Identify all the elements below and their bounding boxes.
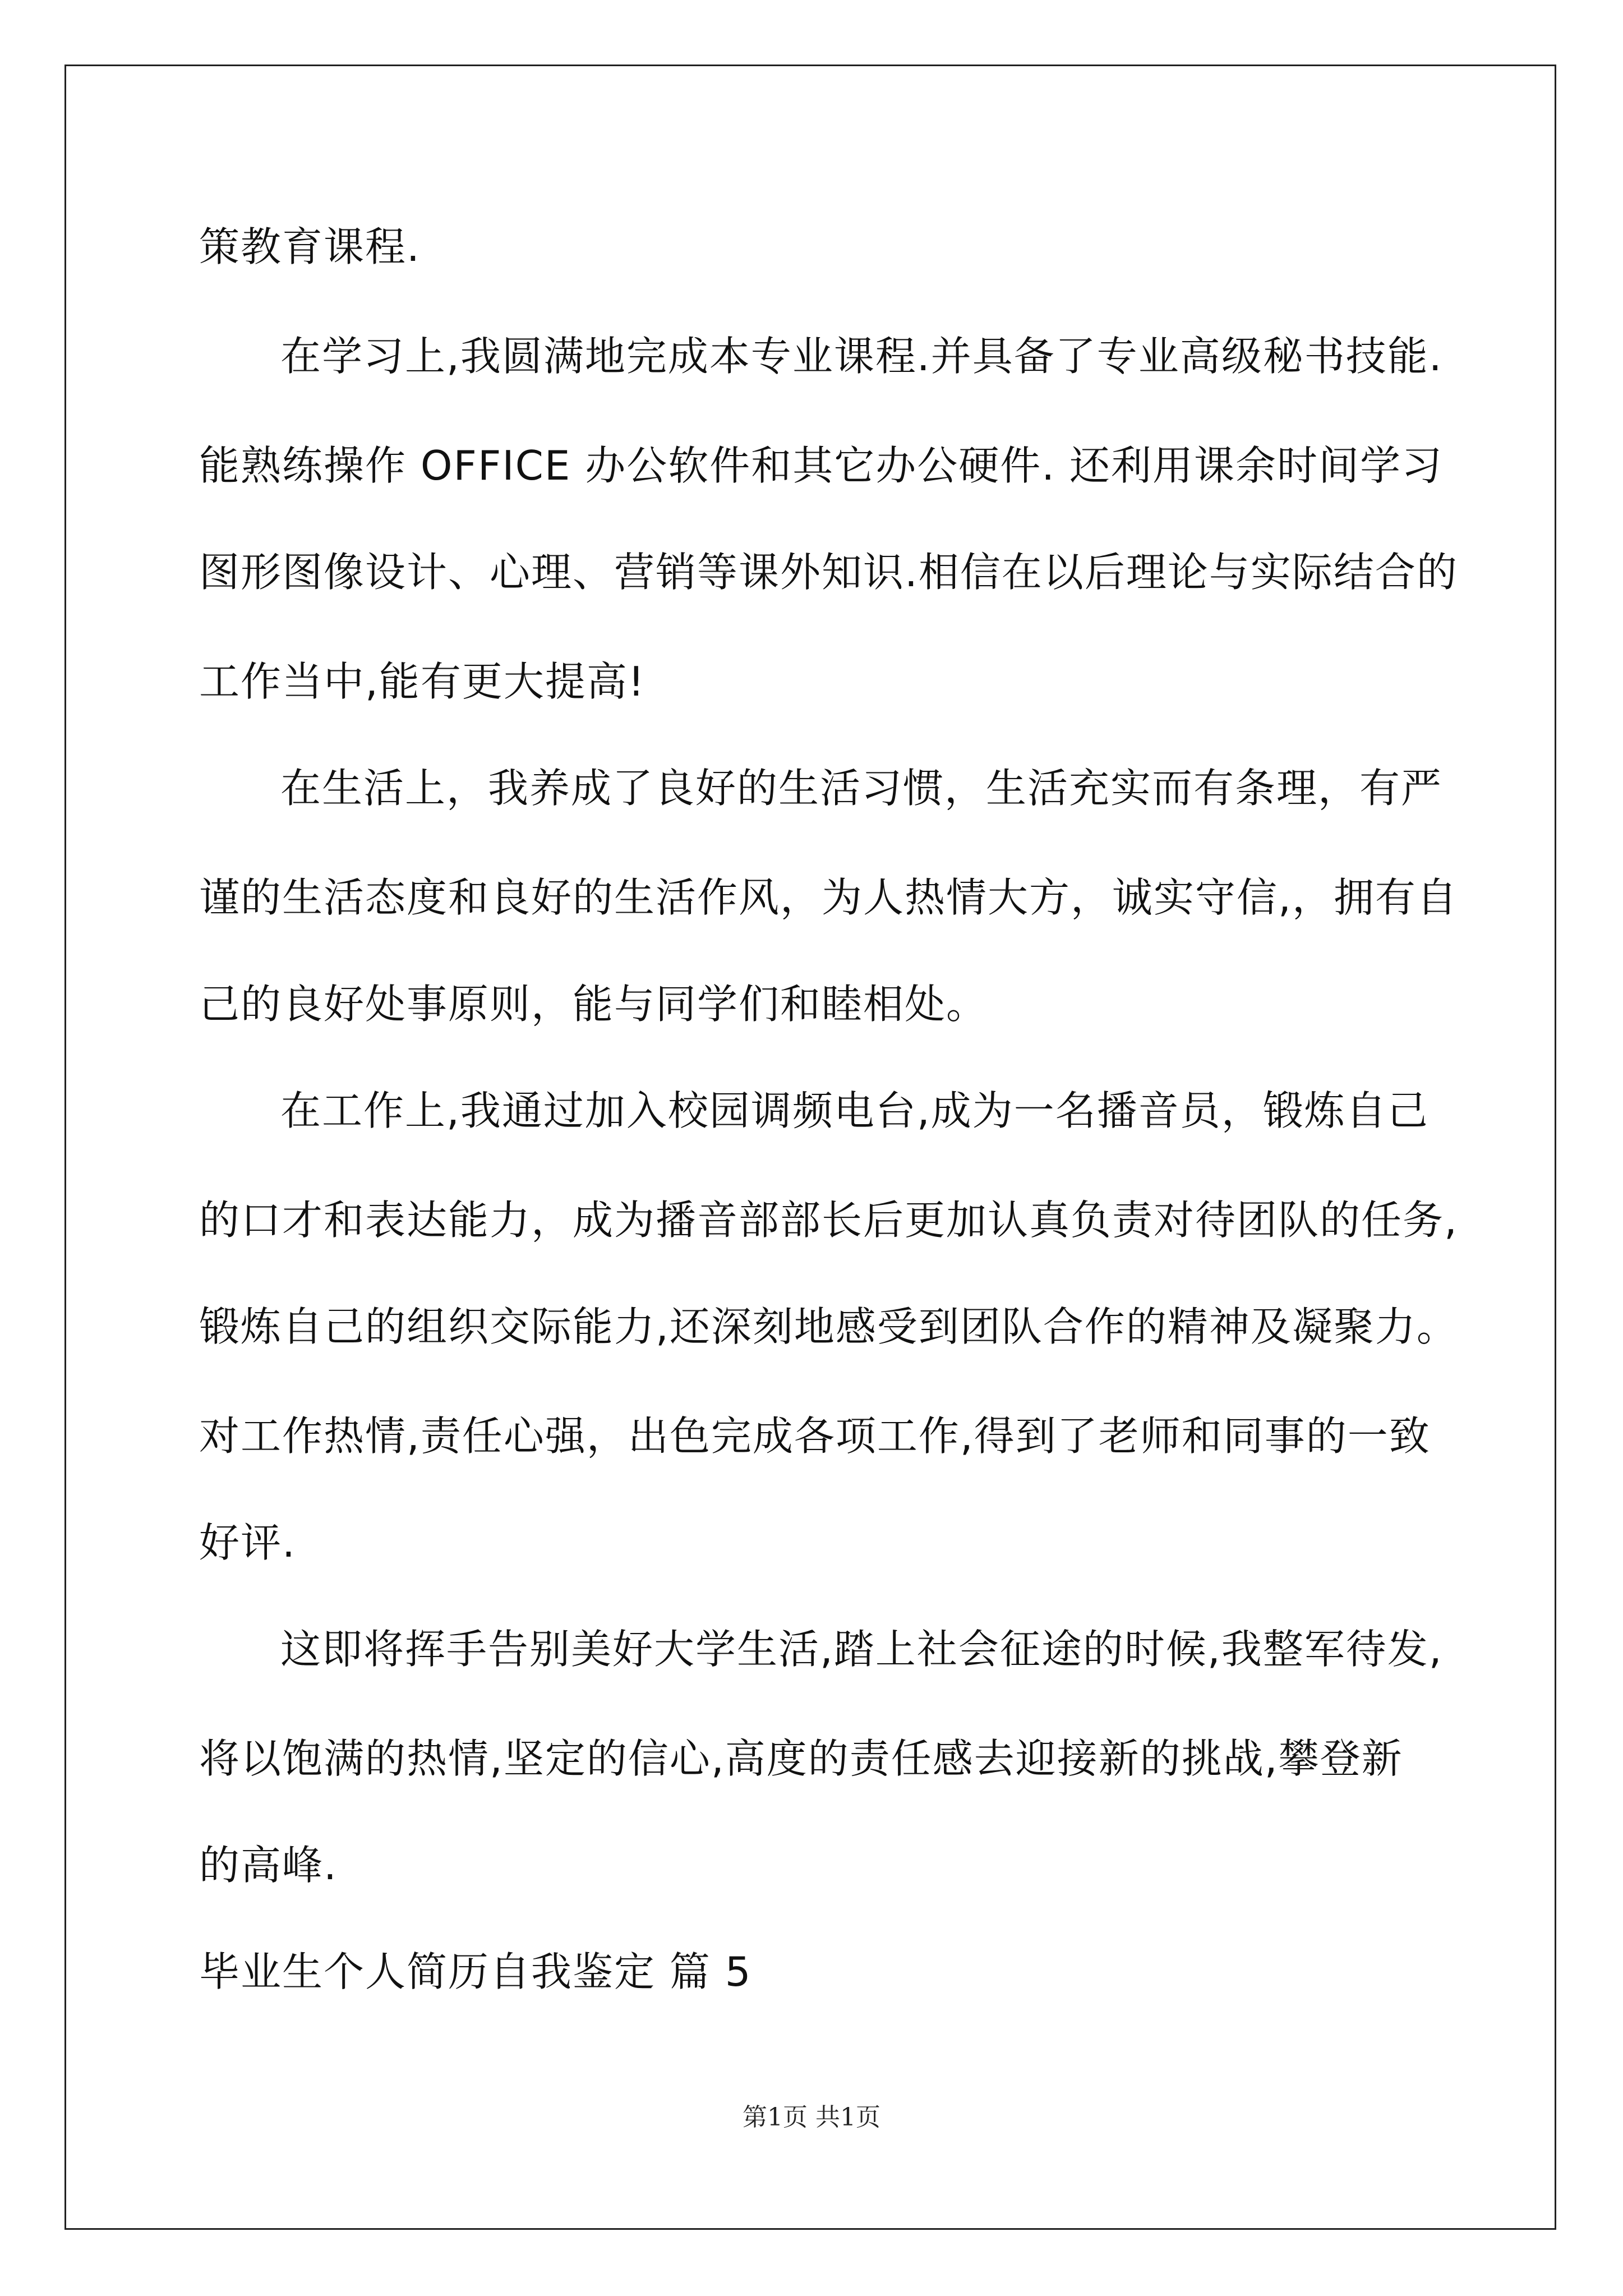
page-footer: 第1页 共1页 bbox=[743, 2103, 880, 2132]
paragraph-line: 对工作热情,责任心强，出色完成各项工作,得到了老师和同事的一致 bbox=[199, 1412, 1431, 1460]
section-heading: 毕业生个人简历自我鉴定 篇 5 bbox=[199, 1948, 752, 1995]
paragraph-line: 图形图像设计、心理、营销等课外知识.相信在以后理论与实际结合的 bbox=[199, 549, 1458, 596]
paragraph-line: 在生活上，我养成了良好的生活习惯，生活充实而有条理，有严 bbox=[280, 765, 1443, 812]
paragraph-line: 在工作上,我通过加入校园调频电台,成为一名播音员，锻炼自己 bbox=[280, 1087, 1429, 1134]
paragraph-line: 能熟练操作 OFFICE 办公软件和其它办公硬件. 还利用课余时间学习 bbox=[199, 442, 1444, 489]
page-border bbox=[64, 65, 1556, 2230]
paragraph-line: 将以饱满的热情,坚定的信心,高度的责任感去迎接新的挑战,攀登新 bbox=[199, 1735, 1403, 1782]
paragraph-line: 谨的生活态度和良好的生活作风，为人热情大方，诚实守信,，拥有自 bbox=[199, 874, 1458, 921]
paragraph-line: 己的良好处事原则，能与同学们和睦相处。 bbox=[199, 981, 988, 1028]
paragraph-line: 锻炼自己的组织交际能力,还深刻地感受到团队合作的精神及凝聚力。 bbox=[199, 1303, 1458, 1350]
paragraph-line: 策教育课程. bbox=[199, 223, 421, 270]
paragraph-line: 这即将挥手告别美好大学生活,踏上社会征途的时候,我整军待发, bbox=[280, 1626, 1443, 1673]
paragraph-line: 好评. bbox=[199, 1519, 296, 1566]
paragraph-line: 的口才和表达能力，成为播音部部长后更加认真负责对待团队的任务, bbox=[199, 1197, 1458, 1244]
paragraph-line: 工作当中,能有更大提高! bbox=[199, 658, 645, 705]
paragraph-line: 的高峰. bbox=[199, 1842, 338, 1889]
paragraph-line: 在学习上,我圆满地完成本专业课程.并具备了专业高级秘书技能. bbox=[280, 333, 1443, 380]
